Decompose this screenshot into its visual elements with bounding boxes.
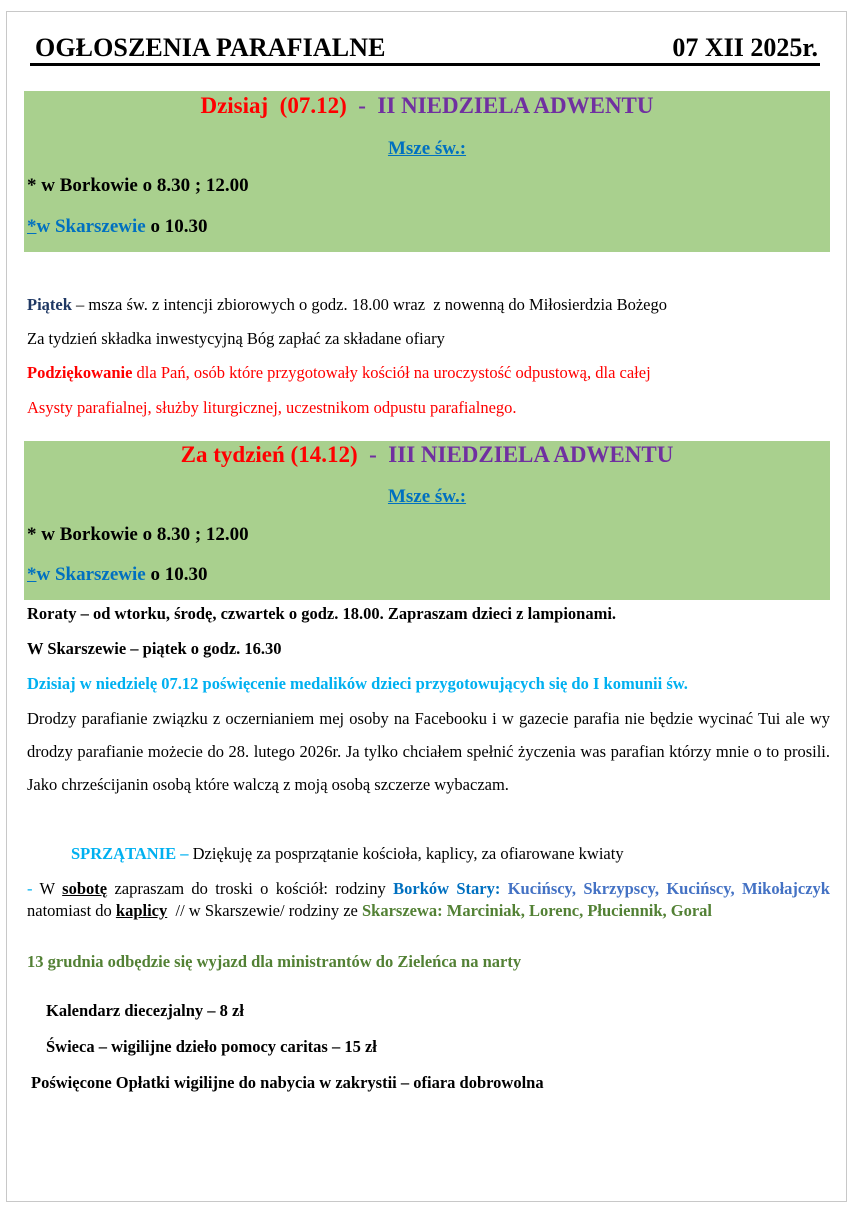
roraty-notice: Roraty – od wtorku, środę, czwartek o godz. 18.00. Zapraszam dzieci z lampionami.: [27, 604, 617, 623]
title-row: [30, 33, 820, 66]
mass-place: w Skarszewie: [36, 564, 146, 585]
mass-star: *: [27, 216, 37, 237]
thanks-notice-cont: Asysty parafialnej, służby liturgicznej, uczestnikom odpustu parafialnego.: [27, 398, 517, 417]
calendar-price: Kalendarz diecezjalny – 8 zł: [46, 1001, 244, 1020]
roraty-skarszewo: W Skarszewie – piątek o godz. 16.30: [27, 639, 282, 658]
cleaning-label: SPRZĄTANIE –: [71, 844, 189, 863]
today-masses-box: [24, 91, 830, 252]
thanks-notice: [27, 363, 651, 383]
mass-time: o 10.30: [145, 564, 208, 585]
today-feast: II NIEDZIELA ADWENTU: [377, 93, 654, 118]
heading-separator: -: [357, 442, 389, 467]
masses-label-text: Msze św.:: [387, 138, 467, 159]
friday-text: – msza św. z intencji zbiorowych o godz. 18.00 wraz z nowenną do Miłosierdzia Bożego: [71, 295, 667, 314]
friday-notice: [27, 295, 667, 315]
next-week-day-label: Za tydzień (14.12): [180, 442, 358, 467]
next-week-heading: [24, 442, 830, 468]
mass-place: w Skarszewie: [36, 216, 146, 237]
heading-separator: -: [346, 93, 378, 118]
thanks-text-1: dla Pań, osób które przygotowały kościół na uroczystość odpustową, dla całej: [132, 363, 651, 382]
masses-label-text: Msze św.:: [387, 486, 467, 507]
saturday-day: sobotę: [62, 879, 108, 898]
thanks-label: Podziękowanie: [27, 363, 133, 382]
next-week-masses-label: [24, 486, 830, 508]
saturday-dash: -: [27, 879, 40, 898]
today-mass-borkowo: * w Borkowie o 8.30 ; 12.00: [27, 175, 249, 196]
saturday-notice: [27, 878, 830, 922]
saturday-text-3: // w Skarszewie/ rodziny ze: [167, 901, 362, 920]
borkow-label: Borków Stary:: [393, 879, 501, 898]
next-week-masses-box: [24, 441, 830, 600]
today-heading: [24, 93, 830, 119]
page-title: OGŁOSZENIA PARAFIALNE: [35, 33, 386, 62]
ski-trip-notice: 13 grudnia odbędzie się wyjazd dla ministrantów do Zieleńca na narty: [27, 952, 522, 971]
skarszewo-families: Skarszewa: Marciniak, Lorenc, Płuciennik, Goral: [362, 901, 713, 920]
mass-star: *: [27, 564, 37, 585]
collection-notice: Za tydzień składka inwestycyjną Bóg zapłać za składane ofiary: [27, 329, 445, 348]
cleaning-text: Dziękuję za posprzątanie kościoła, kaplicy, za ofiarowane kwiaty: [188, 844, 624, 863]
saturday-w: W: [39, 879, 63, 898]
next-week-feast: III NIEDZIELA ADWENTU: [388, 442, 674, 467]
medals-notice: Dzisiaj w niedzielę 07.12 poświęcenie medalików dzieci przygotowujących się do I komunii św.: [27, 674, 688, 693]
announcement-date: 07 XII 2025r.: [672, 33, 818, 62]
cleaning-notice: [71, 844, 624, 864]
today-mass-skarszewo: [27, 216, 207, 238]
borkow-families: Kucińscy, Skrzypscy, Kucińscy, Mikołajczyk: [500, 879, 830, 898]
letter-paragraph: Drodzy parafianie związku z oczernianiem mej osoby na Facebooku i w gazecie parafia nie będzie wycinać Tui ale wy drodzy parafianie możecie do 28. lutego 2026r. Ja tylko chciałem spełnić życzenia was parafian którzy mnie o to prosili. Jako chrześcijanin osobą które walczą z moją osobą szczerze wybaczam.: [27, 709, 830, 794]
saturday-text-2: natomiast do: [27, 901, 116, 920]
candle-price: Świeca – wigilijne dzieło pomocy caritas – 15 zł: [46, 1037, 377, 1056]
next-week-mass-skarszewo: [27, 564, 207, 586]
mass-time: o 10.30: [145, 216, 208, 237]
today-masses-label: [24, 138, 830, 160]
wafers-notice: Poświęcone Opłatki wigilijne do nabycia w zakrystii – ofiara dobrowolna: [31, 1073, 544, 1092]
saturday-text-1: zapraszam do troski o kościół: rodziny: [107, 879, 394, 898]
chapel-label: kaplicy: [115, 901, 168, 920]
friday-label: Piątek: [27, 295, 72, 314]
next-week-mass-borkowo: * w Borkowie o 8.30 ; 12.00: [27, 524, 249, 545]
today-day-label: Dzisiaj (07.12): [200, 93, 347, 118]
